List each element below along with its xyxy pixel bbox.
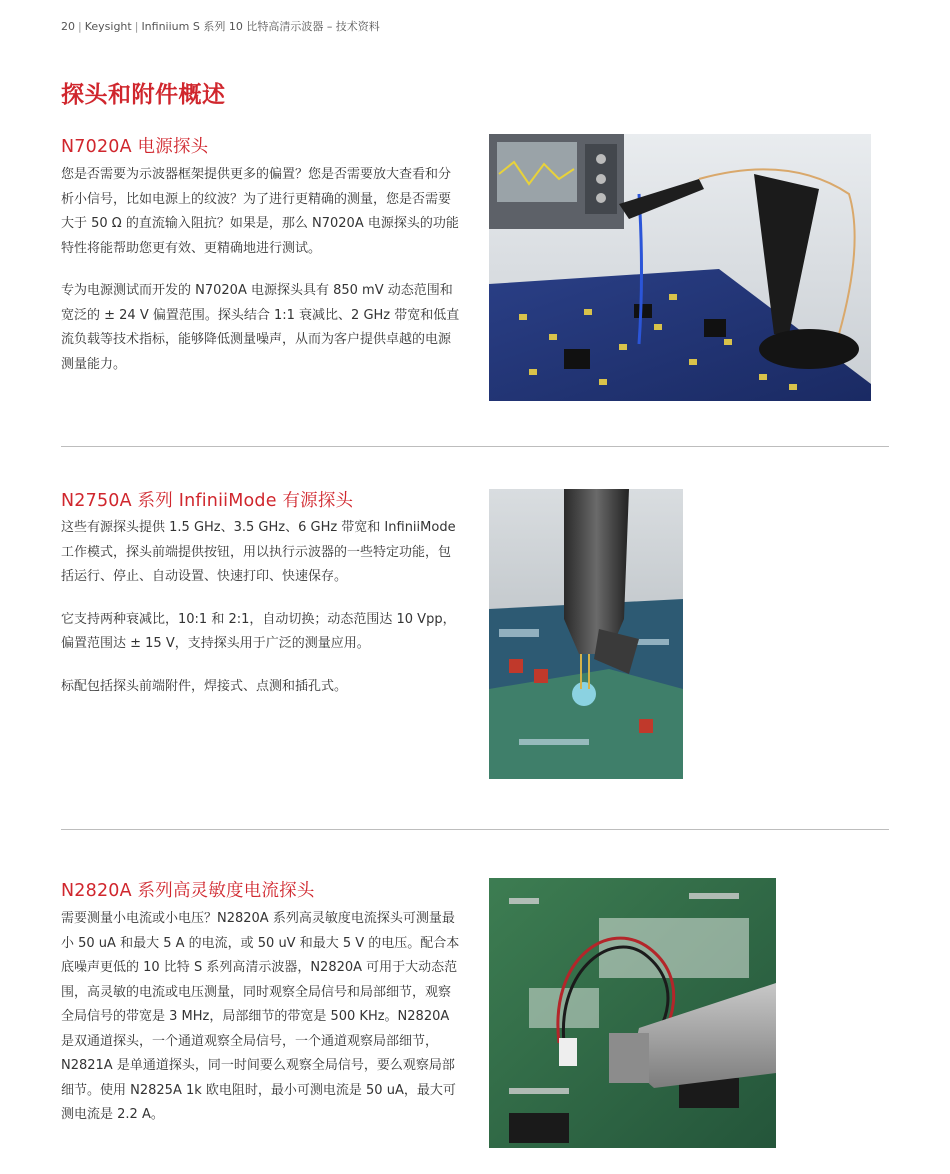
section-title: N7020A 电源探头 (61, 137, 209, 157)
section-body (61, 163, 463, 395)
section-divider (61, 446, 889, 447)
document-title: Infiniium S 系列 10 比特高清示波器 – 技术资料 (141, 20, 380, 33)
paragraph: 需要测量小电流或小电压？N2820A 系列高灵敏度电流探头可测量最小 50 uA 和最大 5 A 的电流，或 50 uV 和最大 5 V 的电压。配合本底噪声更低的 10 比特 S 系列高清示波器，N2820A 可用于大动态范围，高灵敏的电流或电压测量，同时观察全局信号和局部细节，观察全局信号的带宽是 3 MHz，局部细节的带宽是 500 KHz。N2820A 是双通道探头，一个通道观察全局信号，一个通道观察局部细节，N2821A 是单通道探头，同一时间要么观察全局信号，要么观察局部细节。使用 N2825A 1k 欧电阻时，最小可测电流是 50 uA，最大可测电流是 2.2 A。 (61, 911, 460, 1122)
section-n2750a (61, 487, 891, 694)
paragraph: 这些有源探头提供 1.5 GHz、3.5 GHz、6 GHz 带宽和 InfiniiMode 工作模式，探头前端提供按钮，用以执行示波器的一些特定功能，包括运行、停止、自动设置、快速打印、快速保存。 (61, 520, 456, 584)
paragraph: 它支持两种衰减比，10:1 和 2:1，自动切换；动态范围达 10 Vpp，偏置范围达 ± 15 V，支持探头用于广泛的测量应用。 (61, 611, 456, 651)
page-number: 20 (61, 20, 75, 33)
paragraph: 标配包括探头前端附件，焊接式、点测和插孔式。 (61, 678, 348, 694)
brand-name: Keysight (84, 20, 132, 33)
power-probe-photo (489, 134, 871, 401)
current-probe-photo (489, 878, 776, 1148)
section-title: N2820A 系列高灵敏度电流探头 (61, 881, 315, 901)
active-probe-photo (489, 489, 683, 779)
paragraph: 您是否需要为示波器框架提供更多的偏置？您是否需要放大查看和分析小信号，比如电源上的纹波？为了进行更精确的测量，您是否需要大于 50 Ω 的直流输入阻抗？如果是，那么 N7020A 电源探头的功能特性将能帮助您更有效、更精确地进行测试。 (61, 167, 459, 256)
paragraph: 专为电源测试而开发的 N7020A 电源探头具有 850 mV 动态范围和宽泛的 ± 24 V 偏置范围。探头结合 1:1 衰减比、2 GHz 带宽和低直流负载等技术指标，能够降低测量噪声，从而为客户提供卓越的电源测量能力。 (61, 283, 460, 372)
running-header: 20 | Keysight | Infiniium S 系列 10 比特高清示波器 – 技术资料 (61, 20, 380, 33)
page-title: 探头和附件概述 (61, 82, 226, 108)
section-body (61, 907, 463, 1146)
section-body (61, 516, 463, 717)
section-title: N2750A 系列 InfiniiMode 有源探头 (61, 491, 354, 511)
section-divider (61, 829, 889, 830)
